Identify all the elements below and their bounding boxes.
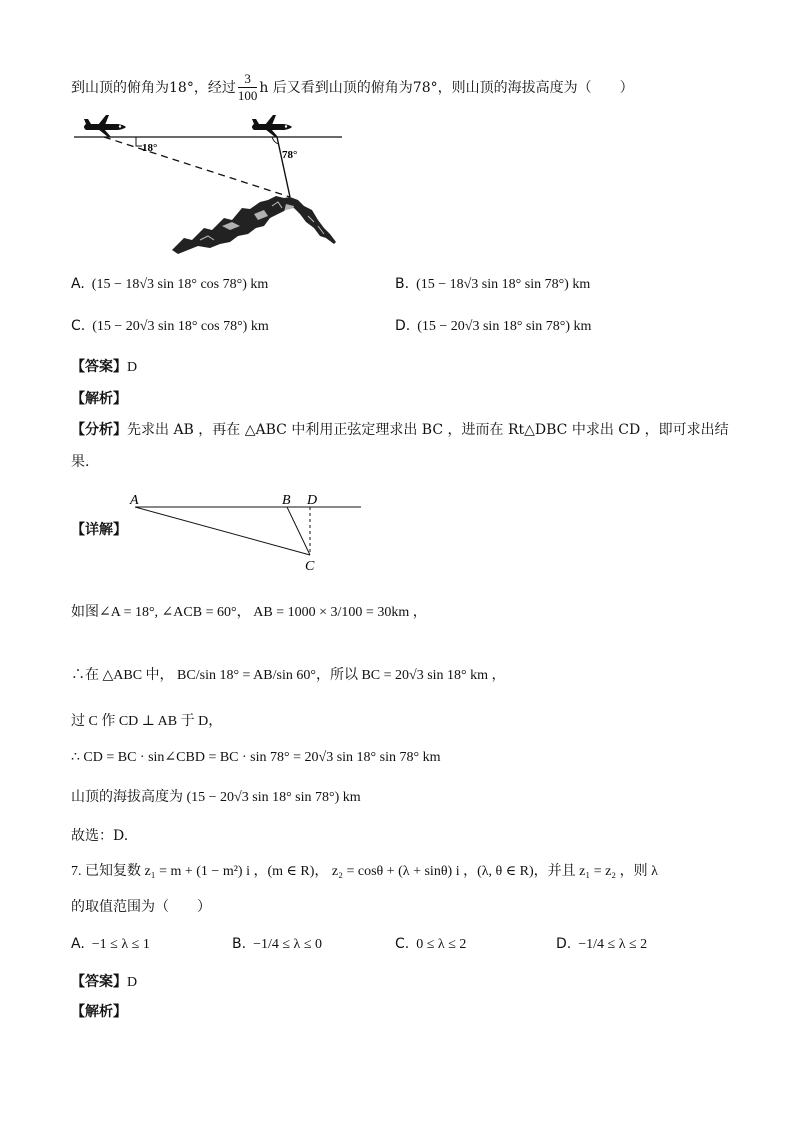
angle-78-label: 78° <box>282 149 298 161</box>
airplane-icon-right <box>252 115 292 137</box>
q6-option-b-text: (15 − 18√3 sin 18° sin 78°) km <box>416 277 591 292</box>
q6-stem-line: 到山顶的俯角为18°，经过 $\frac{3}{100}$ h 后又看到山顶的俯角为78°，则山顶的海拔高度为（ ） <box>71 71 634 103</box>
q7-answer: 【答案】D <box>71 974 138 990</box>
sight-line-solid <box>277 137 290 197</box>
q6-option-a[interactable]: A. (15 − 18√3 sin 18° cos 78°) km <box>71 276 269 292</box>
line-bc <box>287 507 310 555</box>
q7-option-d-text: −1/4 ≤ λ ≤ 2 <box>578 937 648 952</box>
q6-figure-triangle <box>125 490 365 575</box>
q6-option-a-text: (15 − 18√3 sin 18° cos 78°) km <box>91 277 269 292</box>
q6-stem-fraction: $\frac{3}{100}$ <box>237 71 258 103</box>
q6-option-d-text: (15 − 20√3 sin 18° sin 78°) km <box>417 319 592 334</box>
q7-option-d[interactable]: D. −1/4 ≤ λ ≤ 2 <box>556 936 648 952</box>
q6-detail-line5: 山顶的海拔高度为 (15 − 20√3 sin 18° sin 78°) km <box>71 790 361 805</box>
angle-18-label: 18° <box>142 142 158 154</box>
sight-line-dashed <box>104 137 290 197</box>
q6-option-c[interactable]: C. (15 − 20√3 sin 18° cos 78°) km <box>71 318 269 334</box>
q6-fenxi-line2: 果. <box>71 454 90 470</box>
q7-option-b[interactable]: B. −1/4 ≤ λ ≤ 0 <box>232 936 323 952</box>
point-c-label: C <box>305 559 315 574</box>
q7-stem-line2: 的取值范围为（ ） <box>71 899 211 915</box>
q6-option-c-text: (15 − 20√3 sin 18° cos 78°) km <box>92 319 269 334</box>
q7-option-a[interactable]: A. −1 ≤ λ ≤ 1 <box>71 936 150 952</box>
q7-option-a-text: −1 ≤ λ ≤ 1 <box>91 937 150 952</box>
q6-fenxi-line1: 【分析】先求出 AB ，再在 △ABC 中利用正弦定理求出 BC ，进而在 Rt△DBC 中求出 CD ，即可求出结 <box>71 422 729 438</box>
q7-option-b-text: −1/4 ≤ λ ≤ 0 <box>253 937 323 952</box>
mountain-image <box>172 196 336 254</box>
q6-option-d[interactable]: D. (15 − 20√3 sin 18° sin 78°) km <box>395 318 592 334</box>
q7-option-c-text: 0 ≤ λ ≤ 2 <box>416 937 467 952</box>
q7-stem-line1: 7. 已知复数 z₁ = m + (1 − m²) i ，(m ∈ R)， z₂ = cosθ + (λ + sinθ) i ，(λ, θ ∈ R)，并且 z₁ = z₂ ，则 λ <box>71 864 658 879</box>
point-d-label: D <box>307 493 318 508</box>
q6-detail-line6: 故选：D. <box>71 828 129 844</box>
q6-option-b[interactable]: B. (15 − 18√3 sin 18° sin 78°) km <box>395 276 591 292</box>
q6-analysis-tag: 【解析】 <box>71 391 127 407</box>
airplane-icon-left <box>84 115 126 137</box>
point-a-label: A <box>130 493 139 508</box>
q6-figure-plane-mountain <box>72 110 347 255</box>
q6-detail-line4: ∴ CD = BC · sin∠CBD = BC · sin 78° = 20√3 sin 18° sin 78° km <box>71 750 441 765</box>
q6-detail-tag: 【详解】 <box>71 522 127 538</box>
q6-answer: 【答案】D <box>71 359 138 375</box>
q7-analysis-tag: 【解析】 <box>71 1004 127 1020</box>
line-ac <box>135 507 310 555</box>
q6-detail-line2: ∴在 △ABC 中， BC/sin 18° = AB/sin 60°，所以 BC = 20√3 sin 18° km ， <box>71 668 506 683</box>
q6-detail-line1: 如图∠A = 18°, ∠ACB = 60°， AB = 1000 × 3/100 = 30km ， <box>71 605 427 620</box>
point-b-label: B <box>282 493 291 508</box>
q7-option-c[interactable]: C. 0 ≤ λ ≤ 2 <box>395 936 467 952</box>
q6-detail-line3: 过 C 作 CD ⊥ AB 于 D， <box>71 714 223 729</box>
